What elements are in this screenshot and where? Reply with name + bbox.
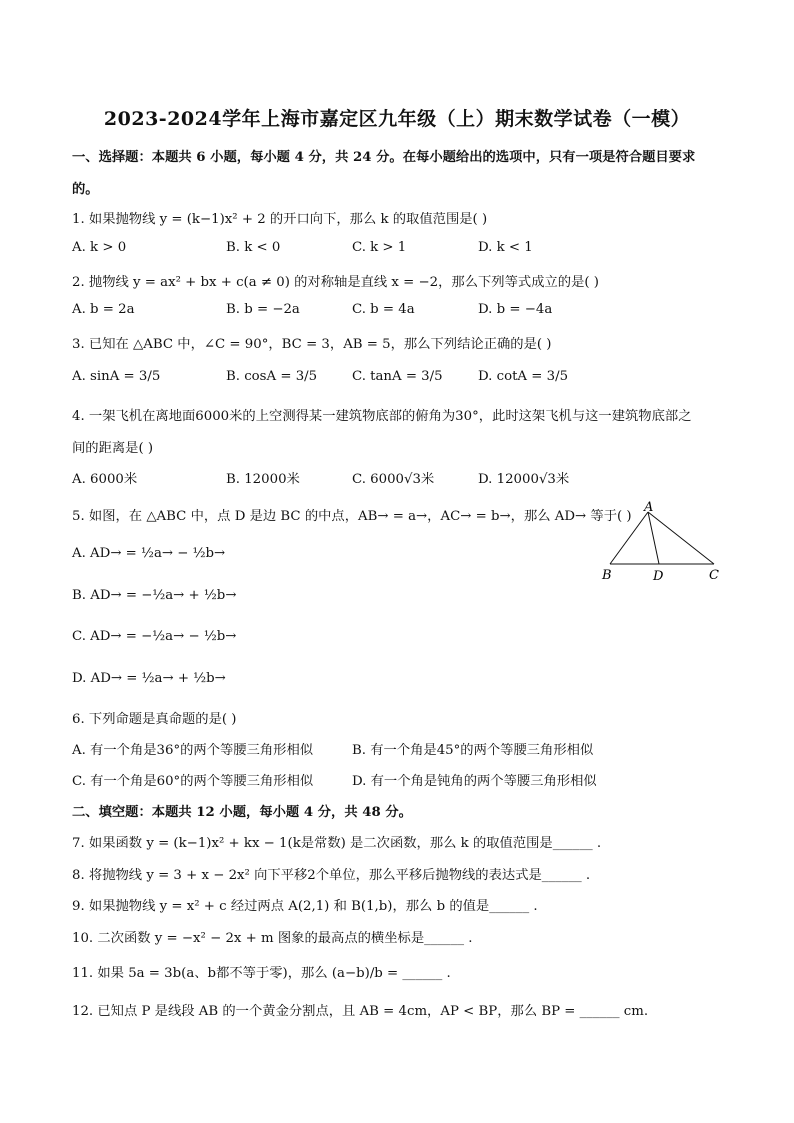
q2-stem: 2. 抛物线 y = ax² + bx + c(a ≠ 0) 的对称轴是直线 x = −2，那么下列等式成立的是( ) — [72, 275, 599, 290]
q1-option-d: D. k < 1 — [478, 240, 533, 255]
q3-option-a: A. sinA = 3/5 — [72, 369, 161, 384]
q6-option-d: D. 有一个角是钝角的两个等腰三角形相似 — [352, 774, 597, 789]
q10-stem: 10. 二次函数 y = −x² − 2x + m 图象的最高点的横坐标是______ . — [72, 931, 473, 946]
q3-option-b: B. cosA = 3/5 — [226, 369, 318, 384]
q1-stem: 1. 如果抛物线 y = (k−1)x² + 2 的开口向下，那么 k 的取值范围是( ) — [72, 212, 488, 227]
side-ab — [610, 512, 648, 564]
q2-option-a: A. b = 2a — [72, 302, 135, 317]
q1-option-a: A. k > 0 — [72, 240, 127, 255]
q6-option-a: A. 有一个角是36°的两个等腰三角形相似 — [72, 743, 314, 758]
q5-option-c: C. AD→ = −½a→ − ½b→ — [72, 629, 237, 644]
q4-option-d: D. 12000√3米 — [478, 472, 570, 487]
vertex-label-c: C — [709, 568, 719, 583]
section2-heading: 二、填空题：本题共 12 小题，每小题 4 分，共 48 分。 — [72, 805, 412, 820]
q6-option-b: B. 有一个角是45°的两个等腰三角形相似 — [352, 743, 594, 758]
q3-option-d: D. cotA = 3/5 — [478, 369, 569, 384]
q2-option-d: D. b = −4a — [478, 302, 553, 317]
q5-option-b: B. AD→ = −½a→ + ½b→ — [72, 588, 237, 603]
q11-stem: 11. 如果 5a = 3b(a、b都不等于零)，那么 (a−b)/b = ______ . — [72, 966, 451, 981]
q5-option-d: D. AD→ = ½a→ + ½b→ — [72, 671, 226, 686]
q5-option-a: A. AD→ = ½a→ − ½b→ — [72, 546, 226, 561]
q4-option-a: A. 6000米 — [72, 472, 138, 487]
q4-option-b: B. 12000米 — [226, 472, 300, 487]
q2-option-c: C. b = 4a — [352, 302, 415, 317]
triangle-abc-figure — [596, 498, 726, 588]
section1-heading-line1: 一、选择题：本题共 6 小题，每小题 4 分，共 24 分。在每小题给出的选项中，只有一项是符合题目要求 — [72, 150, 696, 165]
vertex-label-a: A — [644, 500, 654, 515]
q1-option-b: B. k < 0 — [226, 240, 281, 255]
page-title: 2023-2024学年上海市嘉定区九年级（上）期末数学试卷（一模） — [103, 108, 691, 130]
q4-stem-line1: 4. 一架飞机在离地面6000米的上空测得某一建筑物底部的俯角为30°，此时这架飞机与这一建筑物底部之 — [72, 409, 692, 424]
q3-option-c: C. tanA = 3/5 — [352, 369, 443, 384]
q3-stem: 3. 已知在 △ABC 中，∠C = 90°，BC = 3，AB = 5，那么下列结论正确的是( ) — [72, 337, 552, 352]
q1-option-c: C. k > 1 — [352, 240, 407, 255]
side-ac — [648, 512, 714, 564]
q4-stem-line2: 间的距离是( ) — [72, 441, 154, 456]
q9-stem: 9. 如果抛物线 y = x² + c 经过两点 A(2,1) 和 B(1,b)，那么 b 的值是______ . — [72, 899, 538, 914]
q4-option-c: C. 6000√3米 — [352, 472, 435, 487]
q5-stem: 5. 如图，在 △ABC 中，点 D 是边 BC 的中点，AB→ = a→，AC→ = b→，那么 AD→ 等于( ) — [72, 509, 632, 524]
q2-option-b: B. b = −2a — [226, 302, 300, 317]
q6-option-c: C. 有一个角是60°的两个等腰三角形相似 — [72, 774, 314, 789]
section1-heading-line2: 的。 — [72, 182, 99, 197]
q6-stem: 6. 下列命题是真命题的是( ) — [72, 712, 237, 727]
q7-stem: 7. 如果函数 y = (k−1)x² + kx − 1(k是常数) 是二次函数，那么 k 的取值范围是______ . — [72, 836, 602, 851]
vertex-label-b: B — [602, 568, 612, 583]
vertex-label-d: D — [653, 569, 664, 584]
q8-stem: 8. 将抛物线 y = 3 + x − 2x² 向下平移2个单位，那么平移后抛物线的表达式是______ . — [72, 868, 591, 883]
q12-stem: 12. 已知点 P 是线段 AB 的一个黄金分割点，且 AB = 4cm，AP < BP，那么 BP = ______ cm. — [72, 1004, 649, 1019]
